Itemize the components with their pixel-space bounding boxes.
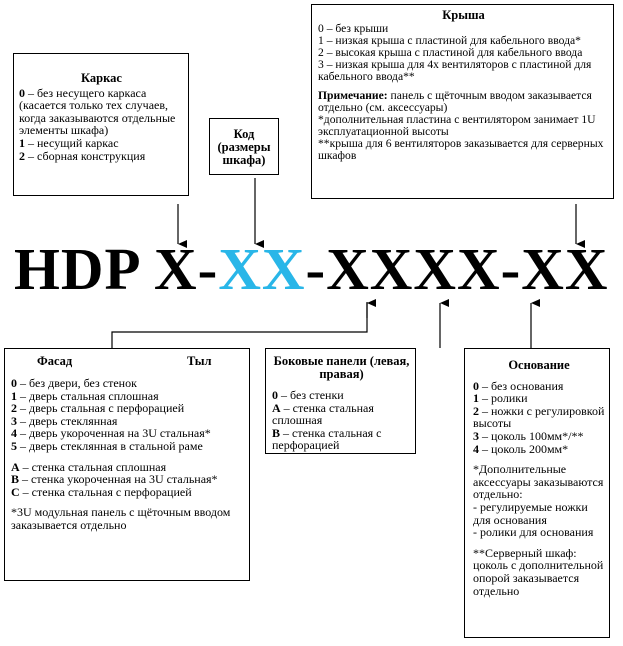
osnovanie-title: Основание — [508, 358, 570, 372]
fasad-line: 2 – дверь стальная с перфорацией — [11, 401, 185, 416]
osnovanie-box — [464, 348, 610, 638]
krysha-box — [311, 4, 614, 199]
model-code — [14, 234, 609, 304]
karkas-line: 1 – несущий каркас — [19, 135, 119, 150]
code-xxxx: XXXX — [326, 236, 501, 302]
krysha-line: 3 – низкая крыша для 4х вентиляторов с пластиной для кабельного ввода** — [318, 58, 592, 83]
krysha-footnote: **крыша для 6 вентиляторов заказывается для серверных шкафов — [318, 137, 604, 162]
code-x1: X — [154, 236, 198, 302]
bokovye-line: В – стенка стальная с перфорацией — [272, 425, 382, 453]
bokovye-box — [265, 348, 416, 454]
osnovanie-line: 4 – цоколь 200мм* — [473, 441, 569, 456]
code-dash: - — [305, 236, 327, 302]
karkas-box — [13, 53, 189, 196]
tyl-line: А – стенка стальная сплошная — [11, 459, 167, 474]
kod-box — [209, 118, 279, 175]
fasad-line: 1 – дверь стальная сплошная — [11, 388, 159, 403]
tyl-title: Тыл — [187, 354, 212, 368]
bokovye-line: А – стенка стальная сплошная — [272, 400, 374, 428]
fasad-line: 3 – дверь стеклянная — [11, 413, 118, 428]
krysha-line: 0 – без крыши — [318, 22, 389, 35]
krysha-title: Крыша — [442, 8, 485, 22]
karkas-line: 2 – сборная конструкция — [19, 148, 146, 163]
code-dash: - — [500, 236, 522, 302]
kod-title: Код (размеры шкафа) — [217, 127, 271, 167]
fasad-line: 0 – без двери, без стенок — [11, 376, 137, 390]
bokovye-title: Боковые панели (левая, правая) — [273, 354, 410, 381]
bokovye-line: 0 – без стенки — [272, 388, 344, 402]
osnovanie-note: *Дополнительные аксессуары заказываются отдельно: — [473, 462, 604, 502]
fasad-line: 5 – дверь стеклянная в стальной раме — [11, 438, 203, 453]
fasad-title: Фасад — [37, 354, 73, 368]
karkas-line: 0 – без несущего каркаса (касается только тех случаев, когда заказываются отдельные элементы шкафа) — [19, 85, 176, 138]
code-size-xx: XX — [218, 236, 306, 302]
karkas-title: Каркас — [81, 71, 122, 85]
osnovanie-note-item: - регулируемые ножки для основания — [473, 499, 588, 527]
osnovanie-line: 0 – без основания — [473, 378, 564, 393]
tyl-line: С – стенка стальная с перфорацией — [11, 484, 192, 499]
krysha-footnote: *дополнительная пластина с вентилятором занимает 1U эксплуатационной высоты — [318, 113, 596, 138]
code-xx2: XX — [521, 236, 609, 302]
osnovanie-note-item: - ролики для основания — [473, 525, 594, 540]
krysha-line: 2 – высокая крыша с пластиной для кабельного ввода — [318, 46, 583, 59]
fasad-box — [4, 348, 250, 581]
fasad-header — [11, 355, 245, 377]
osnovanie-line: 3 – цоколь 100мм*/** — [473, 428, 584, 443]
osnovanie-line: 1 – ролики — [473, 391, 528, 406]
arrow-fasad — [112, 302, 367, 348]
code-prefix: HDP — [14, 236, 155, 302]
krysha-note: Примечание: панель с щёточным вводом заказывается отдельно (см. аксессуары) — [318, 89, 592, 114]
osnovanie-line: 2 – ножки с регулировкой высоты — [473, 403, 605, 431]
code-dash: - — [197, 236, 219, 302]
fasad-line: 4 – дверь укороченная на 3U стальная* — [11, 426, 211, 441]
osnovanie-note: **Серверный шкаф: цоколь с дополнительной опорой заказывается отдельно — [473, 545, 604, 598]
krysha-line: 1 – низкая крыша с пластиной для кабельного ввода* — [318, 34, 581, 47]
fasad-footnote: *3U модульная панель с щёточным вводом заказывается отдельно — [11, 505, 231, 532]
tyl-line: В – стенка укороченная на 3U стальная* — [11, 472, 218, 487]
